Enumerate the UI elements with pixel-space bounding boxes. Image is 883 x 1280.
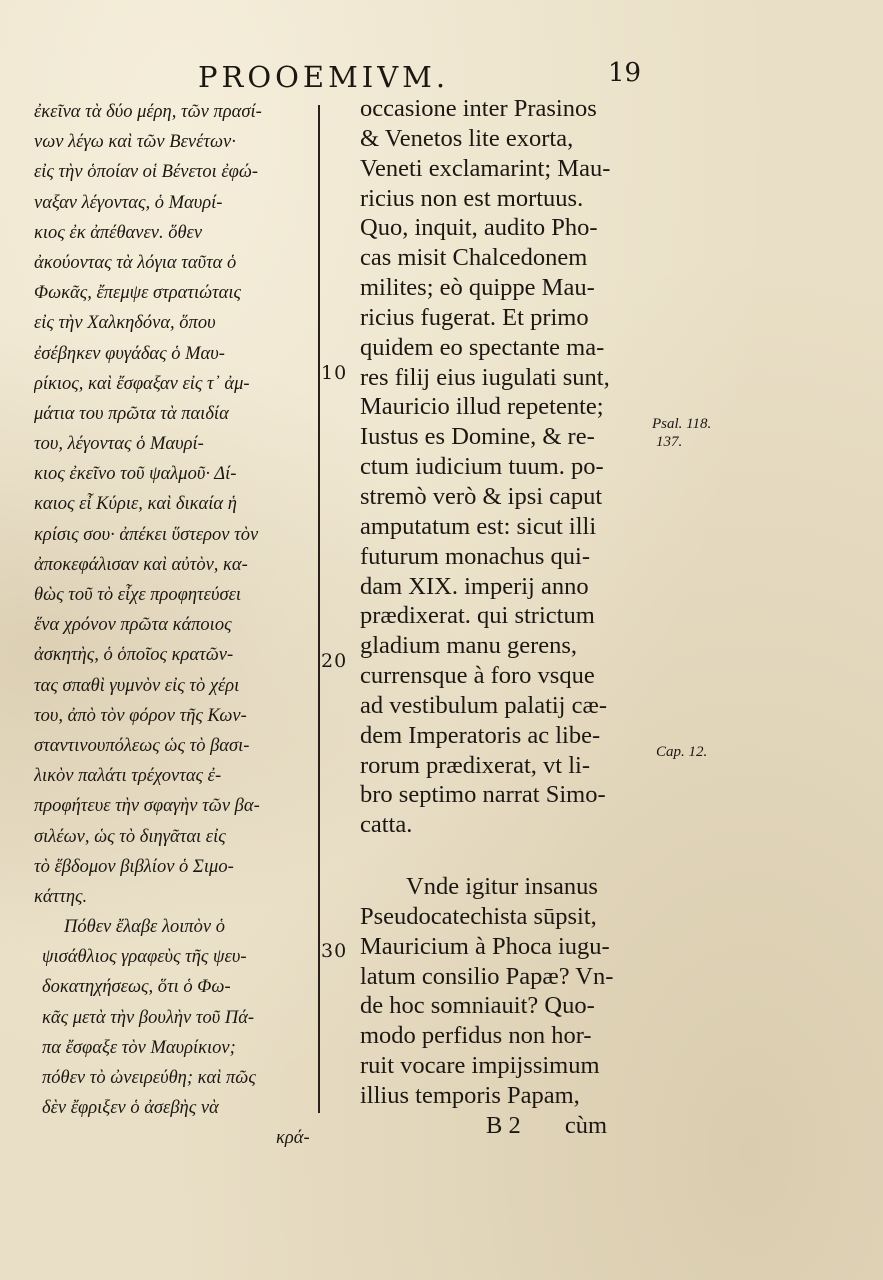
latin-line: Pseudocatechista sūpsit, [360, 902, 597, 930]
greek-line: εἰς τὴν Χαλκηδόνα, ὅπου [34, 313, 216, 334]
greek-line: ψισάθλιος γραφεὺς τῆς ψευ- [42, 947, 247, 968]
latin-line: Mauricio illud repetente; [360, 393, 604, 421]
greek-paragraph-1 [34, 97, 312, 912]
latin-line: catta. [360, 811, 413, 839]
greek-line: καιος εἶ Κύριε, καὶ δικαία ἡ [34, 494, 237, 515]
latin-text-column [360, 94, 660, 1141]
greek-line: κάττης. [34, 886, 88, 907]
latin-line: modo perfidus non hor- [360, 1022, 592, 1050]
greek-line: εἰς τὴν ὁποίαν οἱ Βένετοι ἐφώ- [34, 162, 258, 183]
latin-line: gladium manu gerens, [360, 632, 578, 660]
running-head-title: PROOEMIVM. [198, 60, 450, 94]
greek-line: σταντινουπόλεως ὡς τὸ βασι- [34, 735, 250, 756]
greek-text-column [34, 97, 312, 1154]
latin-line: Quo, inquit, audito Pho- [360, 214, 598, 242]
greek-line: ἀποκεφάλισαν καὶ αὐτὸν, κα- [34, 554, 248, 575]
latin-line: amputatum est: sicut illi [360, 512, 597, 540]
catchword: cùm [564, 1111, 608, 1139]
greek-paragraph-2 [34, 912, 312, 1154]
latin-line: Veneti exclamarint; Mau- [360, 154, 611, 182]
latin-line: ad vestibulum palatij cæ- [360, 691, 607, 719]
latin-paragraph-1 [360, 94, 660, 840]
latin-line: currensque à foro vsque [360, 662, 595, 690]
margin-note-psalm-verse: 137. [656, 434, 683, 450]
line-number-10: 10 [321, 362, 348, 384]
signature-line [360, 1111, 660, 1141]
greek-line: Φωκᾶς, ἔπεμψε στρατιώταις [34, 283, 242, 304]
latin-line: ricius non est mortuus. [360, 184, 584, 212]
greek-line: του, λέγοντας ὁ Μαυρί- [34, 434, 204, 455]
greek-line: κᾶς μετὰ τὴν βουλὴν τοῦ Πά- [42, 1007, 255, 1028]
greek-line: κιος ἐκεῖνο τοῦ ψαλμοῦ· Δί- [34, 464, 237, 485]
greek-line: ἕνα χρόνον πρῶτα κάποιος [34, 615, 232, 636]
line-number-30: 30 [321, 940, 348, 962]
greek-line: δὲν ἔφριξεν ὁ ἀσεβὴς νὰ [42, 1098, 219, 1119]
latin-line: occasione inter Prasinos [360, 95, 597, 122]
greek-line: μάτια του πρῶτα τὰ παιδία [34, 403, 229, 424]
line-number-20: 20 [321, 650, 348, 672]
greek-line: ρίκιος, καὶ ἔσφαξαν εἰς τ᾽ ἀμ- [34, 373, 250, 394]
greek-line: τὸ ἕβδομον βιβλίον ὁ Σιμο- [34, 856, 234, 877]
latin-line: futurum monachus qui- [360, 542, 590, 570]
greek-line: δοκατηχήσεως, ὅτι ὁ Φω- [42, 977, 231, 998]
greek-line: ἐσέβηκεν φυγάδας ὁ Μαυ- [34, 343, 225, 364]
greek-line: ἀκούοντας τὰ λόγια ταῦτα ὁ [34, 252, 237, 273]
greek-line: σιλέων, ὡς τὸ διηγᾶται εἰς [34, 826, 226, 847]
latin-line: bro septimo narrat Simo- [360, 781, 606, 809]
greek-line: θὼς τοῦ τὸ εἶχε προφητεύσει [34, 585, 242, 605]
latin-line: res filij eius iugulati sunt, [360, 363, 610, 391]
greek-line: ναξαν λέγοντας, ὁ Μαυρί- [34, 192, 223, 213]
latin-line: illius temporis Papam, [360, 1082, 580, 1109]
latin-line: ruit vocare impijssimum [360, 1052, 600, 1080]
greek-line: κρίσις σου· ἀπέκει ὕστερον τὸν [34, 524, 259, 545]
greek-line: τας σπαθὶ γυμνὸν εἰς τὸ χέρι [34, 675, 240, 696]
latin-paragraph-2 [360, 872, 660, 1141]
greek-line: λικὸν παλάτι τρέχοντας ἐ- [34, 766, 222, 787]
greek-line: πόθεν τὸ ὠνειρεύθη; καὶ πῶς [42, 1068, 256, 1088]
latin-line: dem Imperatoris ac libe- [360, 721, 601, 749]
latin-line: Iustus es Domine, & re- [360, 423, 595, 451]
page-number: 19 [608, 58, 642, 88]
margin-note-chapter: Cap. 12. [656, 744, 708, 760]
latin-line: de hoc somniauit? Quo- [360, 992, 595, 1020]
latin-line: milites; eò quippe Mau- [360, 274, 595, 302]
latin-line: ricius fugerat. Et primo [360, 303, 589, 331]
signature-mark: B 2 [486, 1111, 521, 1139]
latin-line: Mauricium à Phoca iugu- [360, 932, 610, 960]
greek-line: ἀσκητὴς, ὁ ὁποῖος κρατῶν- [34, 645, 234, 666]
latin-line: dam XIX. imperij anno [360, 572, 589, 600]
latin-line: ctum iudicium tuum. po- [360, 453, 604, 481]
greek-line: κρά- [276, 1128, 310, 1149]
latin-line: rorum prædixerat, vt li- [360, 751, 590, 779]
greek-line: ἐκεῖνα τὰ δύο μέρη, τῶν πρασί- [34, 102, 262, 122]
latin-line: prædixerat. qui strictum [360, 602, 595, 630]
greek-line: προφήτευε τὴν σφαγὴν τῶν βα- [34, 796, 260, 817]
greek-line: του, ἀπὸ τὸν φόρον τῆς Κων- [34, 705, 247, 726]
latin-line: Vnde igitur insanus [406, 873, 598, 901]
greek-line: νων λέγω καὶ τῶν Βενέτων· [34, 132, 236, 153]
latin-line: & Venetos lite exorta, [360, 124, 574, 152]
greek-line: πα ἔσφαξε τὸν Μαυρίκιον; [42, 1037, 236, 1058]
margin-note-psalm-ref: Psal. 118. [652, 416, 712, 432]
greek-line: κιος ἐκ ἀπέθανεν. ὅθεν [34, 222, 203, 243]
greek-line: Πόθεν ἔλαβε λοιπὸν ὁ [64, 917, 225, 938]
latin-line: quidem eo spectante ma- [360, 333, 605, 361]
column-divider-rule [318, 105, 320, 1113]
latin-line: stremò verò & ipsi caput [360, 482, 603, 510]
margin-note-psalm [652, 415, 711, 451]
latin-line: cas misit Chalcedonem [360, 244, 588, 272]
latin-line: latum consilio Papæ? Vn- [360, 962, 614, 990]
